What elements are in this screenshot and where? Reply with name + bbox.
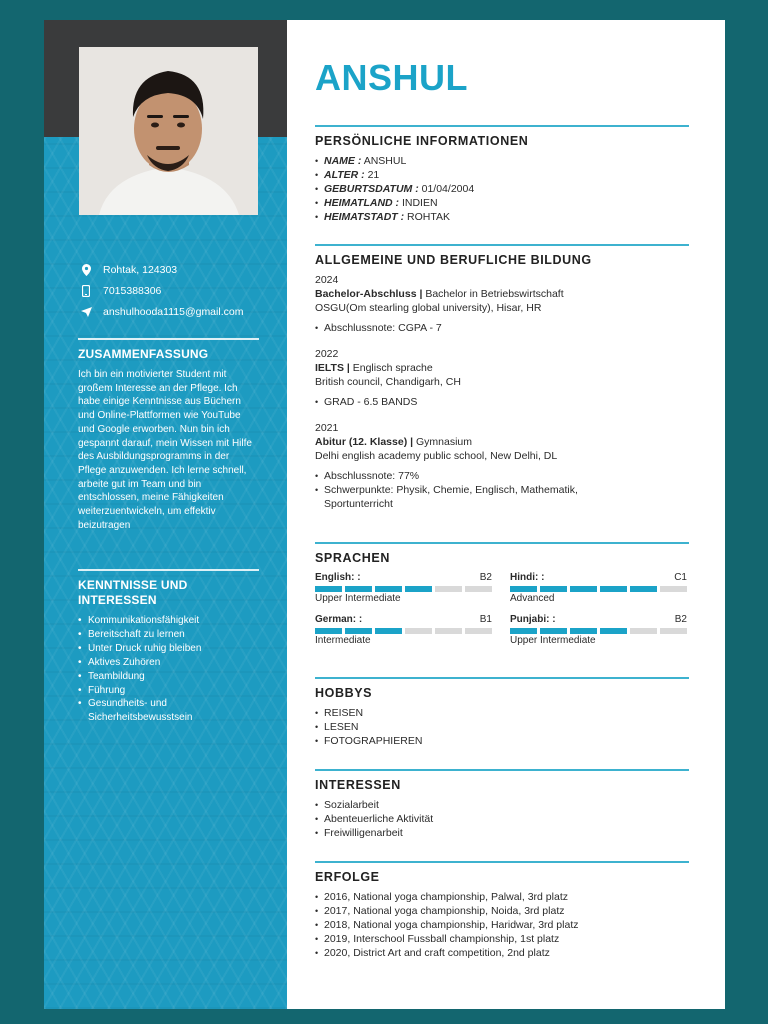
level-segment bbox=[510, 586, 537, 592]
language-name: German: : bbox=[315, 614, 363, 625]
list-item: • Abenteuerliche Aktivität bbox=[315, 812, 689, 826]
hobbies-section bbox=[315, 677, 689, 748]
language-level: Upper Intermediate bbox=[315, 593, 401, 604]
list-item: • Gesundheits- und Sicherheitsbewusstsein bbox=[78, 697, 218, 725]
level-segment bbox=[660, 628, 687, 634]
list-item: • NAME : ANSHUL bbox=[315, 154, 689, 168]
education-section bbox=[315, 244, 689, 511]
language-name: Punjabi: : bbox=[510, 614, 556, 625]
list-item: • Sozialarbeit bbox=[315, 798, 689, 812]
list-item: • HEIMATLAND : INDIEN bbox=[315, 196, 689, 210]
level-segment bbox=[510, 628, 537, 634]
language-level-bar bbox=[510, 628, 687, 634]
level-segment bbox=[540, 628, 567, 634]
languages-heading: SPRACHEN bbox=[315, 551, 390, 565]
list-item: • ALTER : 21 bbox=[315, 168, 689, 182]
language-code: B1 bbox=[479, 614, 492, 625]
level-segment bbox=[375, 586, 402, 592]
send-icon bbox=[77, 305, 95, 319]
phone-text: 7015388306 bbox=[103, 284, 162, 297]
edu-year: 2021 bbox=[315, 422, 339, 434]
divider bbox=[315, 677, 689, 679]
list-item: • GRAD - 6.5 BANDS bbox=[315, 395, 689, 409]
edu-year: 2024 bbox=[315, 274, 339, 286]
resume-page bbox=[44, 20, 725, 1009]
list-item: • 2016, National yoga championship, Palwal, 3rd platz bbox=[315, 890, 689, 904]
location-pin-icon bbox=[77, 263, 95, 277]
edu-year: 2022 bbox=[315, 348, 339, 360]
hobbies-list bbox=[315, 706, 689, 748]
summary-text: Ich bin ein motivierter Student mit großem Interesse an der Pflege. Ich habe einige Kenntnisse aus Büchern und Online-Plattformen wie YouTube und Google erworben. Nun bin ich gespannt darauf, mein Wissen mit Hilfe des Ausbildungsprogramms in der Pflege anzuwenden. Ich lerne schnell, arbeite gut im Team und bin entschlossen, meine Fähigkeiten weiterzuentwickeln, um effektiv beizutragen bbox=[78, 369, 252, 531]
language-code: C1 bbox=[674, 572, 687, 583]
language-level: Intermediate bbox=[315, 635, 371, 646]
sidebar bbox=[44, 20, 287, 1009]
achievements-list bbox=[315, 890, 689, 960]
level-segment bbox=[435, 628, 462, 634]
level-segment bbox=[660, 586, 687, 592]
list-item: • Abschlussnote: CGPA - 7 bbox=[315, 321, 689, 335]
edu-school: OSGU(Om stearling global university), Hisar, HR bbox=[315, 302, 542, 314]
list-item: • Abschlussnote: 77% bbox=[315, 469, 615, 483]
level-segment bbox=[315, 586, 342, 592]
summary-section bbox=[78, 338, 259, 532]
education-heading: ALLGEMEINE UND BERUFLICHE BILDUNG bbox=[315, 253, 592, 267]
main-column bbox=[315, 20, 689, 1009]
list-item: • 2019, Interschool Fussball championship, 1st platz bbox=[315, 932, 689, 946]
divider bbox=[315, 769, 689, 771]
personal-heading: PERSÖNLICHE INFORMATIONEN bbox=[315, 134, 529, 148]
language-level-bar bbox=[315, 628, 492, 634]
education-entry bbox=[315, 273, 689, 335]
level-segment bbox=[465, 586, 492, 592]
edu-school: British council, Chandigarh, CH bbox=[315, 376, 461, 388]
language-punjabi bbox=[510, 613, 687, 655]
divider bbox=[315, 125, 689, 127]
level-segment bbox=[465, 628, 492, 634]
language-name: English: : bbox=[315, 572, 361, 583]
personal-section bbox=[315, 125, 689, 224]
level-segment bbox=[600, 628, 627, 634]
skills-list bbox=[78, 614, 259, 725]
skills-heading: KENNTNISSE UND INTERESSEN bbox=[78, 578, 188, 607]
level-segment bbox=[630, 586, 657, 592]
achievements-section bbox=[315, 861, 689, 960]
contact-phone bbox=[77, 280, 282, 301]
email-text[interactable]: anshulhooda1115@gmail.com bbox=[103, 305, 244, 318]
language-english bbox=[315, 571, 492, 613]
list-item: • LESEN bbox=[315, 720, 689, 734]
interests-heading: INTERESSEN bbox=[315, 778, 401, 792]
list-item: • Aktives Zuhören bbox=[78, 656, 259, 670]
level-segment bbox=[570, 586, 597, 592]
languages-row bbox=[315, 613, 687, 655]
list-item: • GEBURTSDATUM : 01/04/2004 bbox=[315, 182, 689, 196]
language-name: Hindi: : bbox=[510, 572, 545, 583]
list-item: • HEIMATSTADT : ROHTAK bbox=[315, 210, 689, 224]
edu-degree: Abitur (12. Klasse) | Gymnasium bbox=[315, 436, 472, 448]
profile-photo bbox=[79, 47, 258, 215]
edu-notes bbox=[315, 321, 689, 335]
divider bbox=[315, 244, 689, 246]
page-title: ANSHUL bbox=[315, 57, 468, 98]
language-german bbox=[315, 613, 492, 655]
contact-email bbox=[77, 301, 282, 322]
language-code: B2 bbox=[479, 572, 492, 583]
level-segment bbox=[345, 586, 372, 592]
interests-section bbox=[315, 769, 689, 840]
list-item: • 2018, National yoga championship, Haridwar, 3rd platz bbox=[315, 918, 689, 932]
languages-row bbox=[315, 571, 687, 613]
education-entry bbox=[315, 421, 689, 511]
level-segment bbox=[600, 586, 627, 592]
language-level: Advanced bbox=[510, 593, 555, 604]
divider bbox=[315, 542, 689, 544]
location-text: Rohtak, 124303 bbox=[103, 263, 178, 276]
achievements-heading: ERFOLGE bbox=[315, 870, 380, 884]
level-segment bbox=[315, 628, 342, 634]
contact-location bbox=[77, 259, 282, 280]
skills-section bbox=[78, 569, 259, 725]
list-item: • Schwerpunkte: Physik, Chemie, Englisch, Mathematik, Sportunterricht bbox=[315, 483, 615, 511]
edu-notes bbox=[315, 469, 615, 511]
list-item: • REISEN bbox=[315, 706, 689, 720]
edu-degree: IELTS | Englisch sprache bbox=[315, 362, 433, 374]
level-segment bbox=[405, 628, 432, 634]
edu-degree: Bachelor-Abschluss | Bachelor in Betriebswirtschaft bbox=[315, 288, 564, 300]
divider bbox=[78, 569, 259, 571]
list-item: • Teambildung bbox=[78, 670, 259, 684]
list-item: • Freiwilligenarbeit bbox=[315, 826, 689, 840]
summary-heading: ZUSAMMENFASSUNG bbox=[78, 347, 209, 361]
language-level-bar bbox=[510, 586, 687, 592]
edu-notes bbox=[315, 395, 689, 409]
list-item: • Bereitschaft zu lernen bbox=[78, 628, 259, 642]
level-segment bbox=[435, 586, 462, 592]
contact-block bbox=[77, 259, 282, 322]
divider bbox=[78, 338, 259, 340]
level-segment bbox=[630, 628, 657, 634]
level-segment bbox=[570, 628, 597, 634]
level-segment bbox=[405, 586, 432, 592]
list-item: • FOTOGRAPHIEREN bbox=[315, 734, 689, 748]
personal-list bbox=[315, 154, 689, 224]
level-segment bbox=[375, 628, 402, 634]
list-item: • Unter Druck ruhig bleiben bbox=[78, 642, 259, 656]
divider bbox=[315, 861, 689, 863]
level-segment bbox=[345, 628, 372, 634]
hobbies-heading: HOBBYS bbox=[315, 686, 373, 700]
interests-list bbox=[315, 798, 689, 840]
education-entry bbox=[315, 347, 689, 409]
language-level-bar bbox=[315, 586, 492, 592]
list-item: • Kommunikationsfähigkeit bbox=[78, 614, 259, 628]
list-item: • Führung bbox=[78, 684, 259, 698]
edu-school: Delhi english academy public school, New Delhi, DL bbox=[315, 450, 558, 462]
language-code: B2 bbox=[674, 614, 687, 625]
language-level: Upper Intermediate bbox=[510, 635, 596, 646]
list-item: • 2017, National yoga championship, Noida, 3rd platz bbox=[315, 904, 689, 918]
phone-icon bbox=[77, 284, 95, 298]
level-segment bbox=[540, 586, 567, 592]
list-item: • 2020, District Art and craft competition, 2nd platz bbox=[315, 946, 689, 960]
languages-section bbox=[315, 542, 689, 655]
language-hindi bbox=[510, 571, 687, 613]
